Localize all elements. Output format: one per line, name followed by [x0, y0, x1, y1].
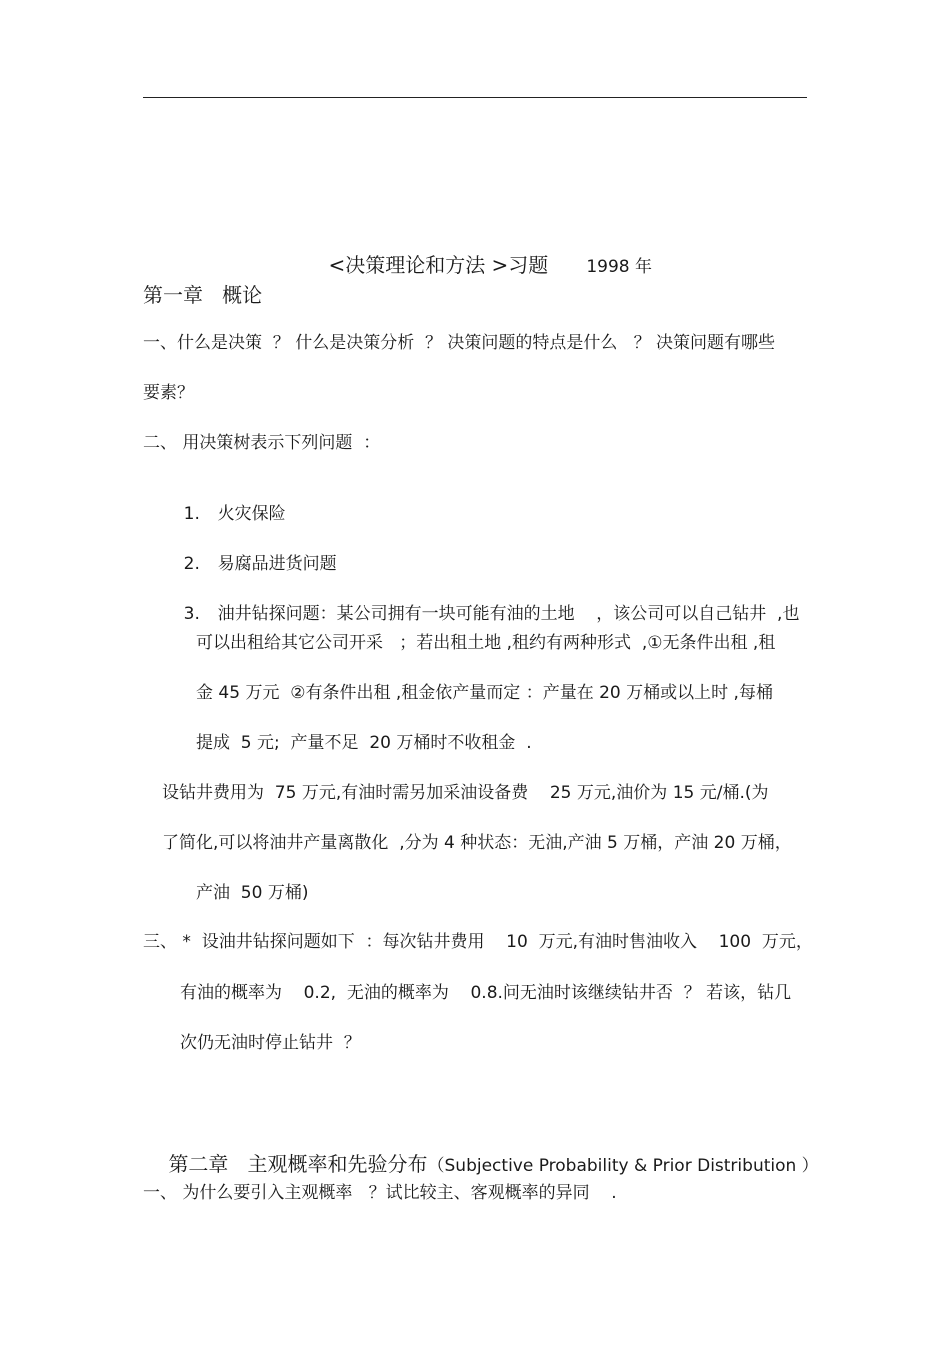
list-item-text: 油井钻探问题：某公司拥有一块可能有油的土地 ，该公司可以自己钻井 ,也 [217, 604, 800, 624]
list-item-text: 火灾保险 [217, 504, 286, 524]
note-line3: 产油 50 万桶) [196, 883, 309, 903]
chapter2-heading-zh: 第二章 主观概率和先验分布 [168, 1152, 428, 1176]
ch1-q3-line2: 有油的概率为 0.2, 无油的概率为 0.8.问无油时该继续钻井否 ？ 若该，钻几 [180, 983, 792, 1003]
chapter2-heading-en: （Subjective Probability & Prior Distribution ） [427, 1156, 819, 1176]
title-year: 1998 年 [586, 257, 652, 277]
list-item-text: 易腐品进货问题 [217, 554, 337, 574]
ch1-q1-line1: 一、什么是决策 ？ 什么是决策分析 ？ 决策问题的特点是什么 ？ 决策问题有哪些 [143, 333, 776, 353]
doc-title [303, 232, 652, 300]
list-item-number: 3. [183, 604, 200, 624]
list-item-3-line2: 可以出租给其它公司开采 ；若出租土地 ,租约有两种形式 ,①无条件出租 ,租 [196, 633, 776, 653]
list-item-number: 2. [183, 554, 200, 574]
list-item-3-line4: 提成 5 元; 产量不足 20 万桶时不收租金 . [196, 733, 532, 753]
header-rule [143, 97, 807, 98]
ch2-q1: 一、 为什么要引入主观概率 ？试比较主、客观概率的异同 . [143, 1183, 617, 1203]
list-item-3-line3: 金 45 万元 ②有条件出租 ,租金依产量而定 ：产量在 20 万桶或以上时 ,每桶 [196, 683, 773, 703]
ch1-q3-line1: 三、 * 设油井钻探问题如下 ：每次钻井费用 10 万元,有油时售油收入 100 万元， [143, 932, 813, 952]
ch1-q3-line3: 次仍无油时停止钻井 ？ [180, 1033, 361, 1053]
ch1-q1-line2: 要素？ [143, 383, 194, 403]
note-line2: 了简化,可以将油井产量离散化 ,分为 4 种状态：无油,产油 5 万桶，产油 20 万桶， [162, 833, 792, 853]
chapter1-heading: 第一章 概论 [143, 283, 263, 307]
note-line1: 设钻井费用为 75 万元,有油时需另加采油设备费 25 万元,油价为 15 元/桶.(为 [162, 783, 769, 803]
ch1-q2-head: 二、 用决策树表示下列问题 ： [143, 433, 381, 453]
list-item-number: 1. [183, 504, 200, 524]
title-text: <决策理论和方法 >习题 [328, 253, 549, 277]
